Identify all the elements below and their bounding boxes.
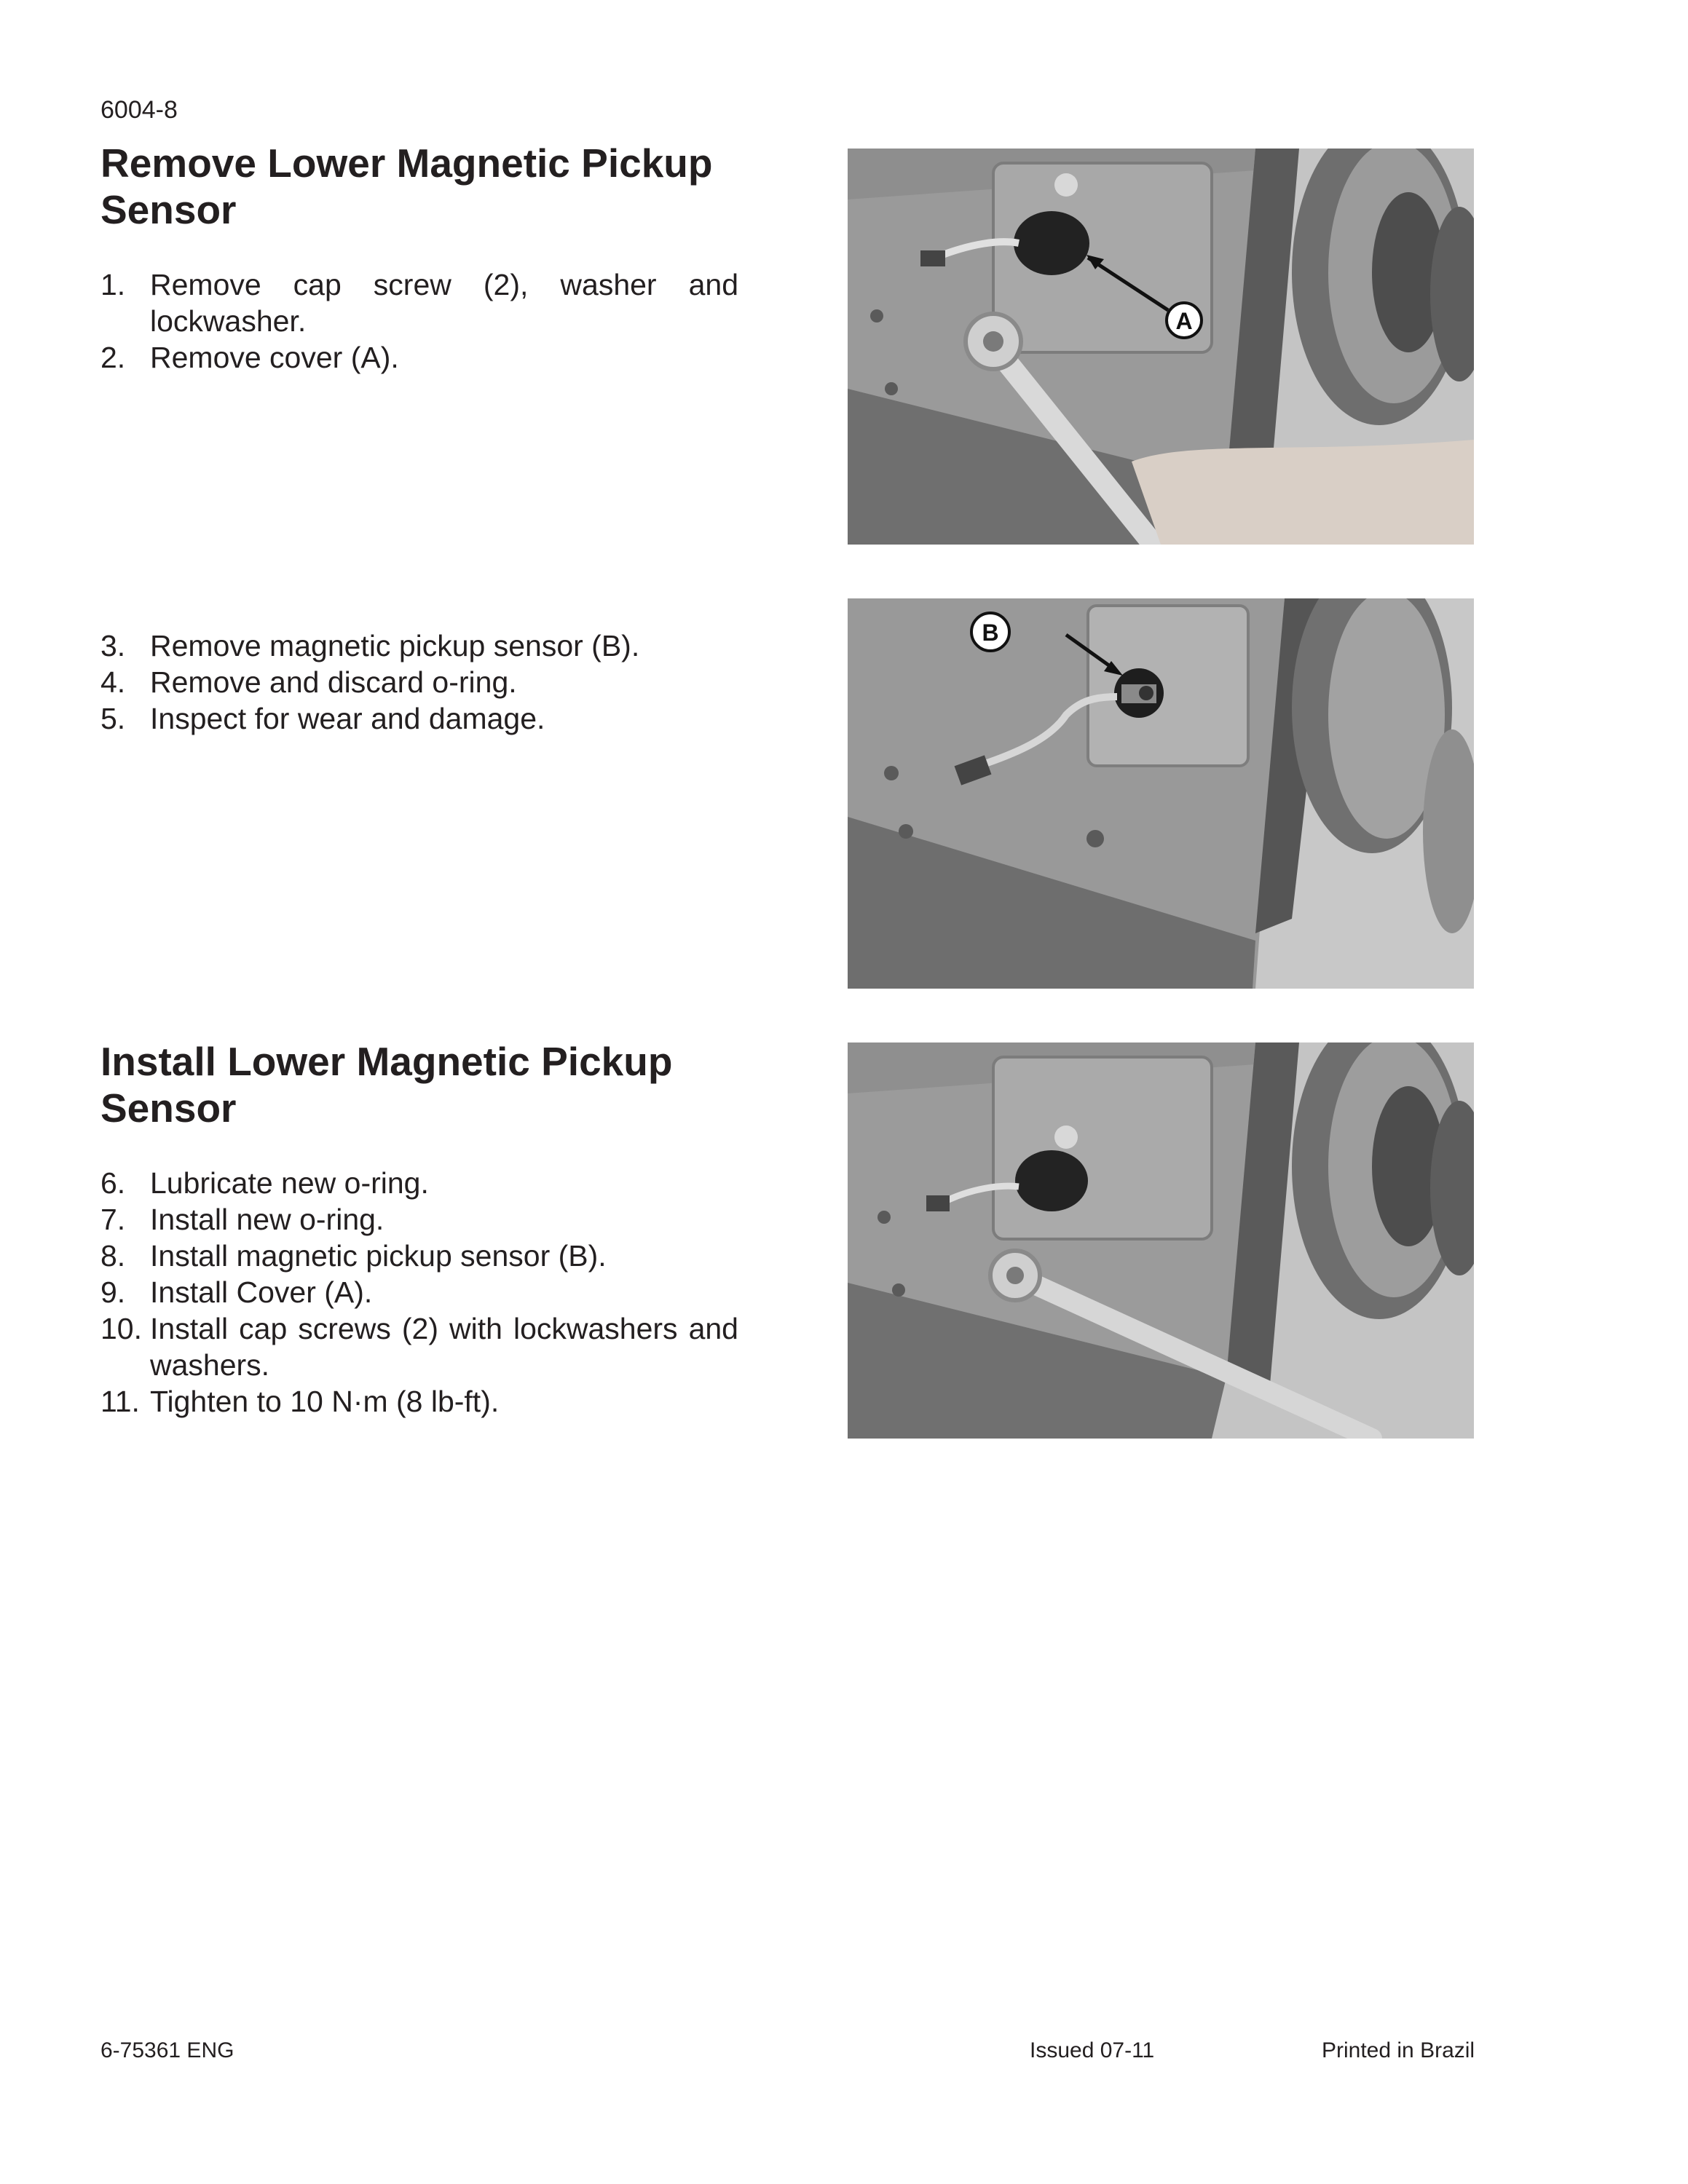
step-text: Tighten to 10 N·m (8 lb-ft). bbox=[150, 1385, 500, 1418]
photo-remove-sensor bbox=[848, 598, 1474, 989]
remove-steps-list bbox=[100, 266, 738, 376]
step-text: Install new o-ring. bbox=[150, 1203, 384, 1236]
remove-section-title: Remove Lower Magnetic Pickup Sensor bbox=[100, 141, 713, 232]
step-text: Inspect for wear and damage. bbox=[150, 702, 545, 735]
page-number: 6004-8 bbox=[100, 96, 178, 124]
step-text: Lubricate new o-ring. bbox=[150, 1166, 429, 1200]
step-text: Remove cap screw (2), washer and lockwasher. bbox=[150, 268, 738, 338]
footer-issued-date: Issued 07-11 bbox=[1030, 2038, 1155, 2062]
photo-remove-cover-image bbox=[848, 149, 1474, 545]
step-number: 5. bbox=[100, 702, 126, 735]
step-number: 10. bbox=[100, 1312, 142, 1345]
list-item bbox=[100, 628, 738, 664]
list-item bbox=[100, 1310, 738, 1383]
callout-label: A bbox=[1175, 308, 1193, 334]
list-item bbox=[100, 1238, 738, 1274]
install-section-title: Install Lower Magnetic Pickup Sensor bbox=[100, 1039, 673, 1131]
step-number: 1. bbox=[100, 268, 126, 301]
list-item bbox=[100, 339, 738, 376]
step-text: Install Cover (A). bbox=[150, 1275, 373, 1309]
install-steps-list bbox=[100, 1165, 738, 1420]
list-item bbox=[100, 266, 738, 339]
step-number: 8. bbox=[100, 1239, 126, 1273]
footer-doc-number: 6-75361 ENG bbox=[100, 2038, 234, 2062]
step-number: 9. bbox=[100, 1275, 126, 1309]
list-item bbox=[100, 700, 738, 737]
step-number: 6. bbox=[100, 1166, 126, 1200]
step-text: Remove and discard o-ring. bbox=[150, 665, 517, 699]
step-number: 4. bbox=[100, 665, 126, 699]
step-text: Remove cover (A). bbox=[150, 341, 399, 374]
list-item bbox=[100, 1165, 738, 1201]
step-number: 3. bbox=[100, 629, 126, 662]
photo-remove-cover bbox=[848, 149, 1474, 545]
callout-label: B bbox=[982, 620, 999, 646]
photo-install-cover-image bbox=[848, 1042, 1474, 1439]
photo-install-cover bbox=[848, 1042, 1474, 1439]
list-item bbox=[100, 1383, 738, 1420]
photo-remove-sensor-image bbox=[848, 598, 1474, 989]
footer-printed-location: Printed in Brazil bbox=[1322, 2038, 1475, 2062]
step-number: 11. bbox=[100, 1385, 140, 1418]
step-number: 2. bbox=[100, 341, 126, 374]
step-text: Remove magnetic pickup sensor (B). bbox=[150, 629, 640, 662]
list-item bbox=[100, 664, 738, 700]
remove-steps-list-continued bbox=[100, 628, 738, 737]
step-number: 7. bbox=[100, 1203, 126, 1236]
list-item bbox=[100, 1274, 738, 1310]
list-item bbox=[100, 1201, 738, 1238]
step-text: Install cap screws (2) with lockwashers and washers. bbox=[150, 1312, 738, 1382]
step-text: Install magnetic pickup sensor (B). bbox=[150, 1239, 607, 1273]
